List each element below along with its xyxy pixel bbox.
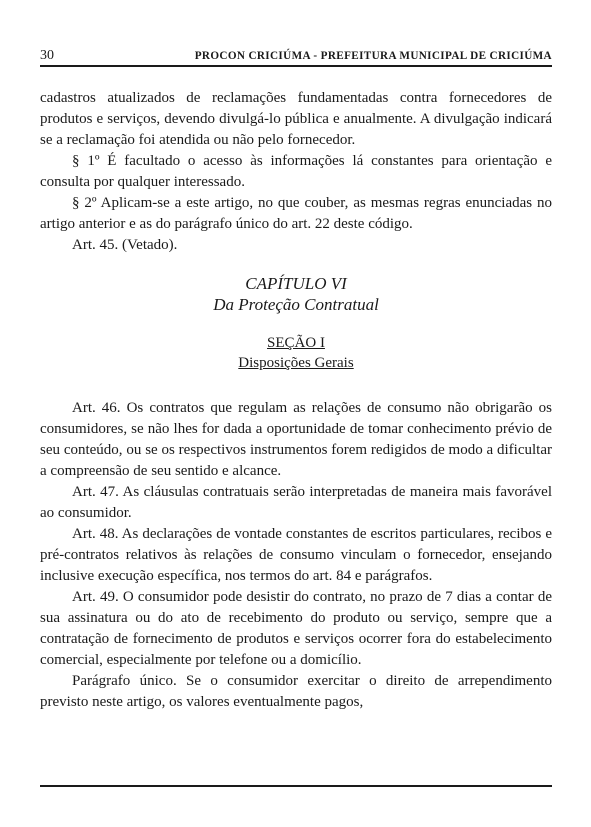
page-header: [40, 40, 552, 67]
paragraph-section-1: § 1º É facultado o acesso às informações lá constantes para orientação e consulta por qualquer interessado.: [40, 153, 552, 190]
article-49-paragraph: Parágrafo único. Se o consumidor exercitar o direito de arrependimento previsto neste artigo, os valores eventualmente pagos,: [40, 673, 552, 710]
article-48: Art. 48. As declarações de vontade constantes de escritos particulares, recibos e pré-contratos relativos às relações de consumo vinculam o fornecedor, ensejando inclusive execução específica, nos termos do art. 84 e parágrafos.: [40, 526, 552, 584]
article-49: Art. 49. O consumidor pode desistir do contrato, no prazo de 7 dias a contar de sua assinatura ou do ato de recebimento do produto ou serviço, sempre que a contratação de fornecimento de produtos e serviços ocorrer fora do estabelecimento comercial, especialmente por telefone ou a domicílio.: [40, 589, 552, 668]
article-45: Art. 45. (Vetado).: [72, 237, 178, 253]
section-subtitle: Disposições Gerais: [238, 355, 354, 371]
section-title: SEÇÃO I: [267, 335, 325, 351]
article-46: Art. 46. Os contratos que regulam as relações de consumo não obrigarão os consumidores, se não lhes for dada a oportunidade de tomar conhecimento prévio de seu conteúdo, ou se os respectivos instrumentos forem redigidos de modo a dificultar a compreensão de seu sentido e alcance.: [40, 400, 552, 479]
page-body: [40, 88, 552, 713]
chapter-subtitle: Da Proteção Contratual: [213, 295, 379, 314]
paragraph-continuation: cadastros atualizados de reclamações fundamentadas contra fornecedores de produtos e serviços, devendo divulgá-lo pública e anualmente. A divulgação indicará se a reclamação foi atendida ou não pelo fornecedor.: [40, 90, 552, 148]
page-number: 30: [40, 48, 54, 63]
chapter-title: CAPÍTULO VI: [245, 274, 347, 293]
footer-rule: [40, 785, 552, 787]
paragraph-section-2: § 2º Aplicam-se a este artigo, no que couber, as mesmas regras enunciadas no artigo anterior e as do parágrafo único do art. 22 deste código.: [40, 195, 552, 232]
article-47: Art. 47. As cláusulas contratuais serão interpretadas de maneira mais favorável ao consumidor.: [40, 484, 552, 521]
running-head: PROCON CRICIÚMA - PREFEITURA MUNICIPAL DE CRICIÚMA: [194, 50, 552, 62]
